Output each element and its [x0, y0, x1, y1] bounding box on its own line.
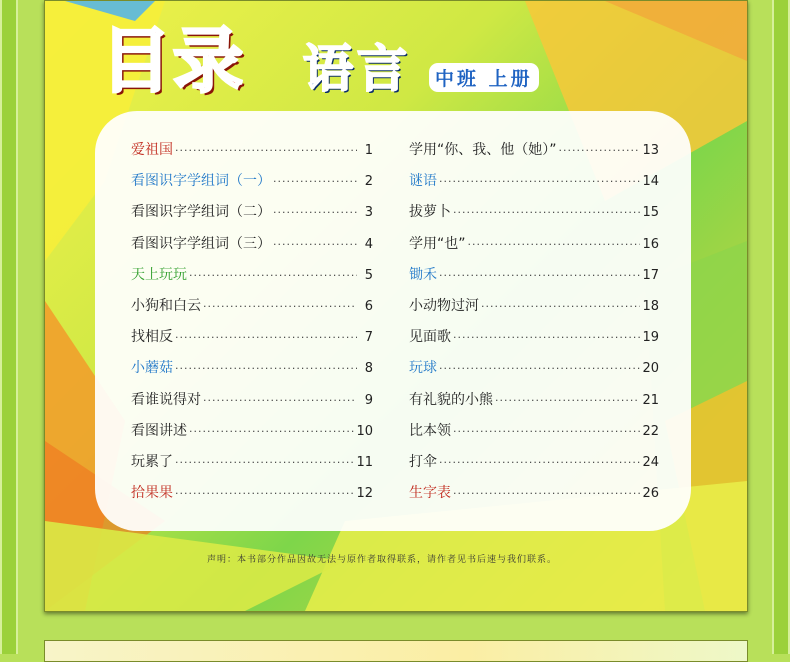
toc-entry-title: 找相反 [131, 329, 173, 346]
toc-leader-dots [481, 300, 640, 313]
toc-entry-title: 小狗和白云 [131, 297, 201, 314]
toc-leader-dots [175, 456, 354, 469]
toc-entry[interactable] [409, 295, 659, 326]
toc-entry-title: 生字表 [409, 485, 451, 502]
toc-entry[interactable] [131, 201, 373, 232]
toc-leader-dots [175, 362, 357, 375]
toc-heading: 目录 [101, 20, 245, 102]
toc-entry-title: 天上玩玩 [131, 266, 187, 283]
book-page [44, 0, 748, 612]
toc-entry[interactable] [131, 357, 373, 388]
toc-entry[interactable] [131, 139, 373, 170]
toc-leader-dots [495, 394, 640, 407]
toc-leader-dots [203, 300, 357, 313]
toc-entry-page: 26 [642, 486, 659, 502]
toc-entry[interactable] [131, 326, 373, 357]
toc-entry[interactable] [409, 233, 659, 264]
toc-entry[interactable] [131, 233, 373, 264]
toc-leader-dots [189, 269, 357, 282]
next-page-edge [44, 640, 748, 662]
toc-entry-title: 拔萝卜 [409, 204, 451, 221]
toc-entry-title: 看图识字学组词（二） [131, 204, 271, 221]
toc-leader-dots [273, 206, 357, 219]
toc-leader-dots [453, 206, 640, 219]
toc-entry-page: 21 [642, 392, 659, 408]
toc-entry-page: 6 [364, 298, 373, 314]
toc-leader-dots [439, 269, 640, 282]
subject-title: 语言 [303, 40, 411, 98]
toc-entry[interactable] [409, 482, 659, 513]
toc-entry-page: 24 [642, 454, 659, 470]
toc-entry-title: 小蘑菇 [131, 360, 173, 377]
toc-entry[interactable] [409, 357, 659, 388]
toc-entry-title: 拾果果 [131, 485, 173, 502]
right-border [772, 0, 790, 654]
grade-label: 中班 上册 [429, 63, 539, 92]
toc-entry-title: 看图识字学组词（一） [131, 173, 271, 190]
toc-entry[interactable] [409, 451, 659, 482]
toc-entry[interactable] [409, 389, 659, 420]
toc-entry-title: 锄禾 [409, 266, 437, 283]
toc-column-left [131, 139, 373, 513]
toc-leader-dots [439, 175, 640, 188]
toc-entry-title: 学用“你、我、他（她）” [409, 142, 557, 158]
left-border [0, 0, 18, 654]
toc-entry-title: 看图讲述 [131, 422, 187, 439]
toc-leader-dots [203, 394, 357, 407]
toc-leader-dots [453, 425, 640, 438]
toc-entry-page: 9 [364, 392, 373, 408]
toc-entry[interactable] [131, 389, 373, 420]
toc-entry[interactable] [409, 201, 659, 232]
toc-entry-title: 玩累了 [131, 453, 173, 470]
toc-entry-title: 玩球 [409, 360, 437, 377]
toc-entry-page: 5 [364, 267, 373, 283]
toc-entry-title: 有礼貌的小熊 [409, 391, 493, 408]
toc-entry[interactable] [131, 451, 373, 482]
copyright-notice: 声明：本书部分作品因故无法与原作者取得联系，请作者见书后速与我们联系。 [207, 555, 558, 565]
toc-entry-title: 谜语 [409, 173, 437, 190]
toc-entry-page: 2 [364, 174, 373, 190]
toc-entry-page: 19 [642, 330, 659, 346]
toc-leader-dots [453, 487, 640, 500]
toc-entry-title: 看图识字学组词（三） [131, 235, 271, 252]
toc-entry-title: 学用“也” [409, 235, 466, 252]
toc-leader-dots [468, 238, 641, 251]
toc-entry[interactable] [409, 170, 659, 201]
toc-entry-page: 16 [642, 236, 659, 252]
toc-entry-page: 20 [642, 361, 659, 377]
toc-entry-title: 见面歌 [409, 329, 451, 346]
toc-entry[interactable] [131, 170, 373, 201]
toc-entry[interactable] [131, 295, 373, 326]
toc-leader-dots [273, 175, 357, 188]
toc-leader-dots [189, 425, 354, 438]
toc-entry[interactable] [131, 482, 373, 513]
toc-entry-page: 22 [642, 423, 659, 439]
toc-entry-page: 13 [642, 143, 659, 158]
toc-entry-page: 18 [642, 298, 659, 314]
toc-entry-page: 11 [356, 454, 373, 470]
toc-leader-dots [175, 331, 357, 344]
toc-entry[interactable] [409, 139, 659, 170]
toc-entry-page: 3 [364, 205, 373, 221]
toc-leader-dots [273, 238, 357, 251]
toc-entry-page: 12 [356, 486, 373, 502]
toc-leader-dots [439, 456, 640, 469]
toc-leader-dots [453, 331, 640, 344]
toc-entry-title: 看谁说得对 [131, 391, 201, 408]
toc-entry-title: 打伞 [409, 453, 437, 470]
toc-entry-page: 10 [356, 423, 373, 439]
table-of-contents [95, 111, 691, 531]
toc-entry-page: 7 [364, 330, 373, 346]
toc-entry-title: 小动物过河 [409, 297, 479, 314]
toc-leader-dots [559, 144, 641, 157]
toc-entry-page: 1 [364, 143, 373, 158]
toc-entry[interactable] [409, 420, 659, 451]
toc-entry[interactable] [131, 264, 373, 295]
toc-entry-page: 15 [642, 205, 659, 221]
toc-entry-page: 8 [364, 361, 373, 377]
toc-entry[interactable] [131, 420, 373, 451]
toc-leader-dots [175, 487, 354, 500]
toc-entry[interactable] [409, 264, 659, 295]
toc-column-right [409, 139, 659, 513]
toc-entry[interactable] [409, 326, 659, 357]
toc-entry-page: 4 [364, 236, 373, 252]
toc-entry-title: 比本领 [409, 422, 451, 439]
toc-leader-dots [175, 144, 357, 157]
toc-entry-title: 爱祖国 [131, 142, 173, 158]
toc-entry-page: 14 [642, 174, 659, 190]
toc-leader-dots [439, 362, 640, 375]
toc-entry-page: 17 [642, 267, 659, 283]
